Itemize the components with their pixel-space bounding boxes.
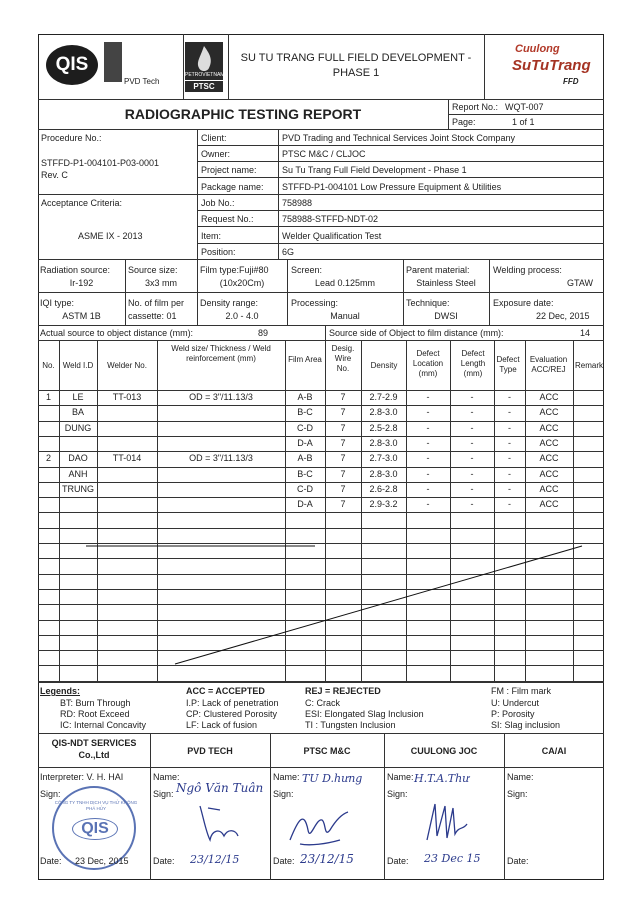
film-type-label: Film type:Fuji#80 — [200, 265, 269, 275]
cell-size: OD = 3"/11.13/3 — [189, 392, 253, 402]
package-label: Package name: — [201, 182, 264, 192]
org1-name-line1: QIS-NDT SERVICES — [51, 738, 137, 748]
exposure-value: 22 Dec, 2015 — [536, 311, 590, 321]
cell-area: A-B — [297, 392, 313, 402]
procedure-label: Procedure No.: — [41, 133, 102, 143]
cell-eval: ACC — [539, 437, 559, 448]
cell-area: B-C — [297, 407, 313, 418]
exposure-label: Exposure date: — [493, 298, 554, 308]
cell-eval: ACC — [539, 499, 559, 510]
org2-date-value: 23/12/15 — [190, 853, 240, 866]
cell-len: - — [470, 499, 474, 510]
legend-rej: REJ = REJECTED — [305, 686, 381, 696]
org3-signature — [280, 800, 360, 850]
iqi-label: IQI type: — [40, 298, 75, 308]
cell-len: - — [470, 437, 474, 448]
project-label: Project name: — [201, 165, 257, 175]
cell-weld-id: DUNG — [64, 422, 92, 433]
package-value: STFFD-P1-004101 Low Pressure Equipment & Utilities — [282, 182, 502, 192]
page-value: 1 of 1 — [512, 117, 535, 127]
procedure-rev: Rev. C — [41, 170, 68, 180]
cell-len: - — [470, 483, 474, 494]
cell-eval: ACC — [539, 453, 559, 464]
cell-type: - — [508, 437, 511, 448]
position-value: 6G — [282, 247, 295, 257]
procedure-value: STFFD-P1-004101-P03-0001 — [41, 158, 160, 168]
cell-loc: - — [426, 437, 430, 448]
cell-size: OD = 3"/11.13/3 — [189, 453, 253, 464]
org4-date-label: Date: — [387, 856, 409, 866]
legends-title: Legends: — [40, 686, 81, 696]
th-evaluation: Evaluation ACC/REJ — [529, 355, 568, 374]
cell-area: A-B — [297, 453, 313, 464]
job-value: 758988 — [282, 198, 313, 208]
cell-eval: ACC — [539, 468, 559, 479]
film-type-value: (10x20Cm) — [219, 278, 265, 288]
source-size-label: Source size: — [128, 265, 178, 275]
stamp-text: CÔNG TY TNHH DỊCH VỤ THỬ KHÔNG PHÁ HỦY — [54, 800, 138, 811]
cell-area: C-D — [297, 422, 313, 433]
cell-density: 2.7-3.0 — [369, 453, 398, 464]
th-film-area: Film Area — [288, 355, 322, 364]
cell-density: 2.8-3.0 — [369, 468, 398, 479]
processing-label: Processing: — [291, 298, 339, 308]
screen-label: Screen: — [291, 265, 323, 275]
th-defect-length: Defect Length (mm) — [460, 349, 486, 378]
legend-si: SI: Slag inclusion — [491, 720, 561, 730]
org4-date-value: 23 Dec 15 — [424, 852, 481, 865]
cell-eval: ACC — [539, 483, 559, 494]
cuulong-logo-text: Cuulong — [515, 43, 560, 55]
cell-loc: - — [426, 407, 430, 418]
request-label: Request No.: — [201, 214, 254, 224]
report-no-value: WQT-007 — [505, 102, 544, 112]
cell-type: - — [508, 392, 511, 402]
cell-len: - — [470, 407, 474, 418]
films-per-value: cassette: 01 — [128, 311, 177, 321]
sututrang-logo-text: SuTuTrang — [512, 57, 591, 74]
org3-name-label: Name: — [273, 772, 300, 782]
org3-date-label: Date: — [273, 856, 295, 866]
cell-no: 2 — [45, 453, 51, 464]
org5-sign-label: Sign: — [507, 789, 528, 799]
legend-u: U: Undercut — [491, 698, 540, 708]
request-value: 758988-STFFD-NDT-02 — [282, 214, 379, 224]
th-weld-id: Weld I.D — [62, 361, 94, 370]
owner-label: Owner: — [201, 149, 231, 159]
legend-acc: ACC = ACCEPTED — [186, 686, 265, 696]
owner-value: PTSC M&C / CLJOC — [282, 149, 366, 159]
cell-area: D-A — [297, 499, 313, 510]
parent-material-label: Parent material: — [406, 265, 470, 275]
th-defect-type: Defect Type — [496, 355, 520, 374]
org5-name-label: Name: — [507, 772, 534, 782]
page-label: Page: — [452, 117, 476, 127]
th-no: No. — [42, 361, 55, 370]
org2-name-value: Ngô Văn Tuân — [176, 781, 264, 795]
cell-welder: TT-014 — [112, 453, 142, 464]
org2-name: PVD TECH — [187, 746, 233, 756]
org1-date-value: 23 Dec, 2015 — [75, 856, 129, 866]
cell-loc: - — [426, 392, 430, 402]
th-welder-no: Welder No. — [107, 361, 147, 370]
legend-cp: CP: Clustered Porosity — [186, 709, 278, 719]
org5-date-label: Date: — [507, 856, 529, 866]
cell-type: - — [508, 422, 511, 433]
qis-logo-text: QIS — [55, 54, 89, 75]
cell-len: - — [470, 392, 474, 402]
org4-signature — [415, 796, 475, 850]
iqi-value: ASTM 1B — [62, 311, 101, 321]
cell-type: - — [508, 499, 511, 510]
cell-loc: - — [426, 422, 430, 433]
cell-len: - — [470, 468, 474, 479]
org1-date-label: Date: — [40, 856, 62, 866]
th-remark: Remark — [574, 361, 603, 370]
report-title: RADIOGRAPHIC TESTING REPORT — [124, 106, 362, 122]
cell-wire: 7 — [340, 407, 346, 418]
cell-wire: 7 — [340, 453, 346, 464]
cell-weld-id: ANH — [68, 468, 88, 479]
cell-type: - — [508, 468, 511, 479]
legend-rd: RD: Root Exceed — [60, 709, 130, 719]
cell-weld-id: TRUNG — [62, 483, 94, 494]
project-title-line1: SU TU TRANG FULL FIELD DEVELOPMENT - — [240, 52, 472, 64]
ofd-label: Source side of Object to film distance (mm): — [329, 328, 504, 338]
ffd-logo-text: FFD — [563, 77, 579, 86]
cell-density: 2.8-3.0 — [369, 437, 398, 448]
cell-density: 2.5-2.8 — [369, 422, 398, 433]
welding-process-label: Welding process: — [493, 265, 562, 275]
interpreter-label: Interpreter: V. H. HAI — [40, 772, 124, 782]
technique-label: Technique: — [406, 298, 450, 308]
legend-lf: LF: Lack of fusion — [186, 720, 258, 730]
cell-eval: ACC — [539, 422, 559, 433]
cell-type: - — [508, 483, 511, 494]
stamp-center-text: QIS — [72, 818, 118, 840]
project-title-line2: PHASE 1 — [332, 67, 380, 79]
legend-ti: TI : Tungsten Inclusion — [305, 720, 396, 730]
cell-density: 2.7-2.9 — [369, 392, 398, 402]
sod-value: 89 — [258, 328, 269, 338]
acceptance-value: ASME IX - 2013 — [78, 231, 143, 241]
report-no-label: Report No.: — [452, 102, 499, 112]
ofd-value: 14 — [580, 328, 591, 338]
project-value: Su Tu Trang Full Field Development - Phase 1 — [282, 165, 467, 175]
cell-wire: 7 — [340, 392, 346, 402]
cell-wire: 7 — [340, 422, 346, 433]
cell-area: C-D — [297, 483, 313, 494]
cell-area: D-A — [297, 437, 313, 448]
org4-name-label: Name: — [387, 772, 414, 782]
cell-loc: - — [426, 453, 430, 464]
sod-label: Actual source to object distance (mm): — [40, 328, 194, 338]
position-label: Position: — [201, 247, 236, 257]
org2-signature — [190, 800, 250, 846]
cell-eval: ACC — [539, 392, 559, 402]
cell-len: - — [470, 422, 474, 433]
org4-name: CUULONG JOC — [410, 746, 478, 756]
org5-name: CA/AI — [541, 746, 567, 756]
acceptance-label: Acceptance Criteria: — [41, 198, 123, 208]
cell-density: 2.9-3.2 — [369, 499, 398, 510]
legend-esi: ESI: Elongated Slag Inclusion — [305, 709, 424, 719]
org3-name: PTSC M&C — [303, 746, 351, 756]
org3-name-value: TU D.hưng — [302, 772, 363, 785]
void-strike-diagonal — [175, 546, 582, 664]
screen-value: Lead 0.125mm — [314, 278, 376, 288]
radiation-source-value: Ir-192 — [69, 278, 94, 288]
org1-name-line2: Co.,Ltd — [78, 750, 110, 760]
th-density: Density — [370, 361, 398, 370]
org2-date-label: Date: — [153, 856, 175, 866]
legend-bt: BT: Burn Through — [60, 698, 131, 708]
cell-type: - — [508, 453, 511, 464]
cell-area: B-C — [297, 468, 313, 479]
radiation-source-label: Radiation source: — [40, 265, 111, 275]
parent-material-value: Stainless Steel — [416, 278, 476, 288]
source-size-value: 3x3 mm — [144, 278, 177, 288]
th-defect-location: Defect Location (mm) — [412, 349, 444, 378]
th-wire-no: Desig. Wire No. — [331, 344, 355, 373]
th-weld-size: Weld size/ Thickness / Weld reinforcement (mm) — [171, 344, 271, 363]
legend-ic: IC: Internal Concavity — [60, 720, 147, 730]
ptsc-logo-text: PTSC — [185, 81, 223, 92]
cell-wire: 7 — [340, 468, 346, 479]
client-label: Client: — [201, 133, 227, 143]
technique-value: DWSI — [434, 311, 458, 321]
cell-welder: TT-013 — [112, 392, 142, 402]
org3-date-value: 23/12/15 — [300, 852, 354, 866]
cell-weld-id: DAO — [68, 453, 88, 464]
cell-loc: - — [426, 483, 430, 494]
cell-loc: - — [426, 499, 430, 510]
pvd-tech-logo-text: PVD Tech — [124, 77, 160, 86]
petrovietnam-logo-text: PETROVIETNAM — [185, 72, 225, 78]
cell-wire: 7 — [340, 499, 346, 510]
job-label: Job No.: — [201, 198, 235, 208]
legend-p: P: Porosity — [491, 709, 535, 719]
org2-name-label: Name: — [153, 772, 180, 782]
org3-sign-label: Sign: — [273, 789, 294, 799]
cell-no: 1 — [45, 392, 51, 402]
legend-c: C: Crack — [305, 698, 341, 708]
cell-density: 2.8-3.0 — [369, 407, 398, 418]
cell-wire: 7 — [340, 483, 346, 494]
cell-weld-id: LE — [72, 392, 84, 402]
cell-eval: ACC — [539, 407, 559, 418]
welding-process-value: GTAW — [567, 278, 593, 288]
processing-value: Manual — [330, 311, 360, 321]
item-label: Item: — [201, 231, 222, 241]
org2-sign-label: Sign: — [153, 789, 174, 799]
org4-name-value: H.T.A.Thư — [414, 772, 470, 785]
cell-type: - — [508, 407, 511, 418]
legend-fm: FM : Film mark — [491, 686, 551, 696]
density-range-label: Density range: — [200, 298, 259, 308]
org1-sign-label: Sign: — [40, 789, 61, 799]
cell-loc: - — [426, 468, 430, 479]
client-value: PVD Trading and Technical Services Joint Stock Company — [282, 133, 515, 143]
density-range-value: 2.0 - 4.0 — [225, 311, 259, 321]
cell-weld-id: BA — [71, 407, 84, 418]
cell-len: - — [470, 453, 474, 464]
legend-ip: I.P: Lack of penetration — [186, 698, 279, 708]
org4-sign-label: Sign: — [387, 789, 408, 799]
cell-density: 2.6-2.8 — [369, 483, 398, 494]
films-per-label: No. of film per — [128, 298, 185, 308]
cell-wire: 7 — [340, 437, 346, 448]
item-value: Welder Qualification Test — [282, 231, 382, 241]
